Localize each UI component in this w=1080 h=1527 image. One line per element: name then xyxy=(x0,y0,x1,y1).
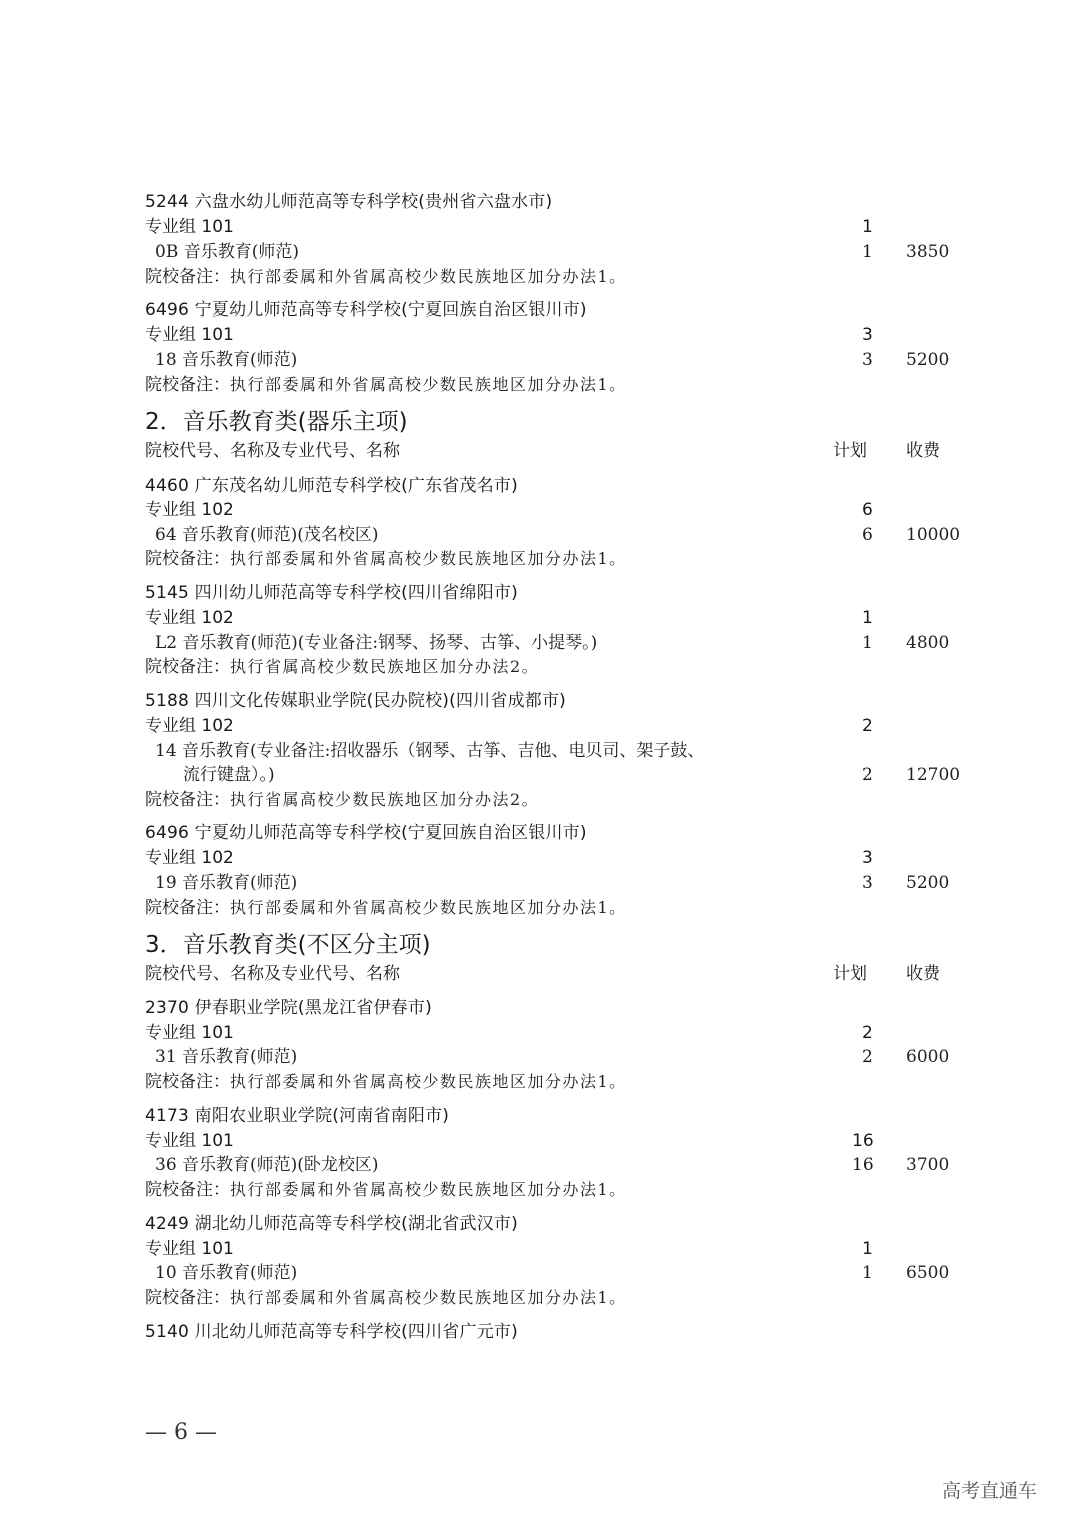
school-title: 5140 川北幼儿师范高等专科学校(四川省广元市) xyxy=(145,1322,518,1342)
major-group: 专业组 101 xyxy=(145,1023,234,1043)
major-name: 18 音乐教育(师范) xyxy=(155,350,298,370)
school-title: 4173 南阳农业职业学院(河南省南阳市) xyxy=(145,1106,450,1126)
section-title: 3．音乐教育类(不区分主项) xyxy=(145,932,431,958)
major-fee: 3850 xyxy=(906,242,950,262)
remark-text: 执行部委属和外省属高校少数民族地区加分办法1。 xyxy=(230,1288,627,1307)
group-plan: 3 xyxy=(862,848,873,868)
remark-text: 执行部委属和外省属高校少数民族地区加分办法1。 xyxy=(230,1180,627,1199)
remark-label: 院校备注： xyxy=(145,1180,230,1200)
remark-label: 院校备注： xyxy=(145,1288,230,1308)
group-plan: 2 xyxy=(862,716,873,736)
major-fee: 6500 xyxy=(906,1263,950,1283)
major-group: 专业组 101 xyxy=(145,325,234,345)
page-number: — 6 — xyxy=(145,1420,217,1445)
school-title: 5145 四川幼儿师范高等专科学校(四川省绵阳市) xyxy=(145,583,518,603)
major-fee: 12700 xyxy=(906,765,961,785)
remark-label: 院校备注： xyxy=(145,267,230,287)
remark-text: 执行部委属和外省属高校少数民族地区加分办法1。 xyxy=(230,267,627,286)
major-fee: 6000 xyxy=(906,1047,950,1067)
column-header-fee: 收费 xyxy=(906,964,940,984)
major-group: 专业组 101 xyxy=(145,1239,234,1259)
remark-text: 执行省属高校少数民族地区加分办法2。 xyxy=(230,657,540,676)
school-remark xyxy=(145,547,627,571)
school-title: 6496 宁夏幼儿师范高等专科学校(宁夏回族自治区银川市) xyxy=(145,300,587,320)
major-name-continued: 流行键盘）。) xyxy=(183,765,275,785)
group-plan: 1 xyxy=(862,217,873,237)
remark-text: 执行部委属和外省属高校少数民族地区加分办法1。 xyxy=(230,898,627,917)
school-title: 5188 四川文化传媒职业学院(民办院校)(四川省成都市) xyxy=(145,691,566,711)
major-plan: 1 xyxy=(862,242,873,262)
school-title: 2370 伊春职业学院(黑龙江省伊春市) xyxy=(145,998,432,1018)
major-name: 10 音乐教育(师范) xyxy=(155,1263,298,1283)
major-plan: 1 xyxy=(862,633,873,653)
major-fee: 3700 xyxy=(906,1155,950,1175)
remark-text: 执行部委属和外省属高校少数民族地区加分办法1。 xyxy=(230,549,627,568)
major-name: 31 音乐教育(师范) xyxy=(155,1047,298,1067)
school-remark xyxy=(145,788,539,812)
remark-label: 院校备注： xyxy=(145,790,230,810)
major-name: 14 音乐教育(专业备注:招收器乐（钢琴、古筝、吉他、电贝司、架子鼓、 xyxy=(155,741,705,761)
school-remark xyxy=(145,1286,627,1310)
remark-label: 院校备注： xyxy=(145,898,230,918)
major-fee: 10000 xyxy=(906,525,961,545)
remark-label: 院校备注： xyxy=(145,1072,230,1092)
group-plan: 6 xyxy=(862,500,873,520)
major-plan: 3 xyxy=(862,350,873,370)
school-remark xyxy=(145,896,627,920)
school-title: 4460 广东茂名幼儿师范专科学校(广东省茂名市) xyxy=(145,476,518,496)
major-name: 64 音乐教育(师范)(茂名校区) xyxy=(155,525,379,545)
remark-label: 院校备注： xyxy=(145,375,230,395)
group-plan: 2 xyxy=(862,1023,873,1043)
column-header-plan: 计划 xyxy=(833,441,867,461)
major-group: 专业组 102 xyxy=(145,848,234,868)
remark-label: 院校备注： xyxy=(145,657,230,677)
column-header-plan: 计划 xyxy=(833,964,867,984)
major-fee: 5200 xyxy=(906,350,950,370)
column-header-name: 院校代号、名称及专业代号、名称 xyxy=(145,441,400,461)
remark-label: 院校备注： xyxy=(145,549,230,569)
major-name: 0B 音乐教育(师范) xyxy=(155,242,299,262)
major-plan: 2 xyxy=(862,765,873,785)
column-header-fee: 收费 xyxy=(906,441,940,461)
major-name: 19 音乐教育(师范) xyxy=(155,873,298,893)
major-fee: 4800 xyxy=(906,633,950,653)
major-plan: 3 xyxy=(862,873,873,893)
group-plan: 1 xyxy=(862,608,873,628)
school-title: 4249 湖北幼儿师范高等专科学校(湖北省武汉市) xyxy=(145,1214,518,1234)
major-group: 专业组 102 xyxy=(145,608,234,628)
remark-text: 执行省属高校少数民族地区加分办法2。 xyxy=(230,790,540,809)
section-title: 2．音乐教育类(器乐主项) xyxy=(145,409,408,435)
major-group: 专业组 101 xyxy=(145,217,234,237)
school-remark xyxy=(145,1070,627,1094)
school-remark xyxy=(145,373,627,397)
major-fee: 5200 xyxy=(906,873,950,893)
remark-text: 执行部委属和外省属高校少数民族地区加分办法1。 xyxy=(230,1072,627,1091)
major-group: 专业组 102 xyxy=(145,500,234,520)
major-name: L2 音乐教育(师范)(专业备注:钢琴、扬琴、古筝、小提琴。) xyxy=(155,633,598,653)
major-plan: 6 xyxy=(862,525,873,545)
school-remark xyxy=(145,1178,627,1202)
group-plan: 3 xyxy=(862,325,873,345)
major-name: 36 音乐教育(师范)(卧龙校区) xyxy=(155,1155,379,1175)
major-plan: 2 xyxy=(862,1047,873,1067)
school-title: 6496 宁夏幼儿师范高等专科学校(宁夏回族自治区银川市) xyxy=(145,823,587,843)
column-header-name: 院校代号、名称及专业代号、名称 xyxy=(145,964,400,984)
major-plan: 16 xyxy=(852,1155,874,1175)
group-plan: 16 xyxy=(852,1131,874,1151)
watermark: 高考直通车 xyxy=(942,1480,1038,1502)
major-group: 专业组 102 xyxy=(145,716,234,736)
school-title: 5244 六盘水幼儿师范高等专科学校(贵州省六盘水市) xyxy=(145,192,553,212)
group-plan: 1 xyxy=(862,1239,873,1259)
school-remark xyxy=(145,655,539,679)
remark-text: 执行部委属和外省属高校少数民族地区加分办法1。 xyxy=(230,375,627,394)
major-group: 专业组 101 xyxy=(145,1131,234,1151)
major-plan: 1 xyxy=(862,1263,873,1283)
school-remark xyxy=(145,265,627,289)
